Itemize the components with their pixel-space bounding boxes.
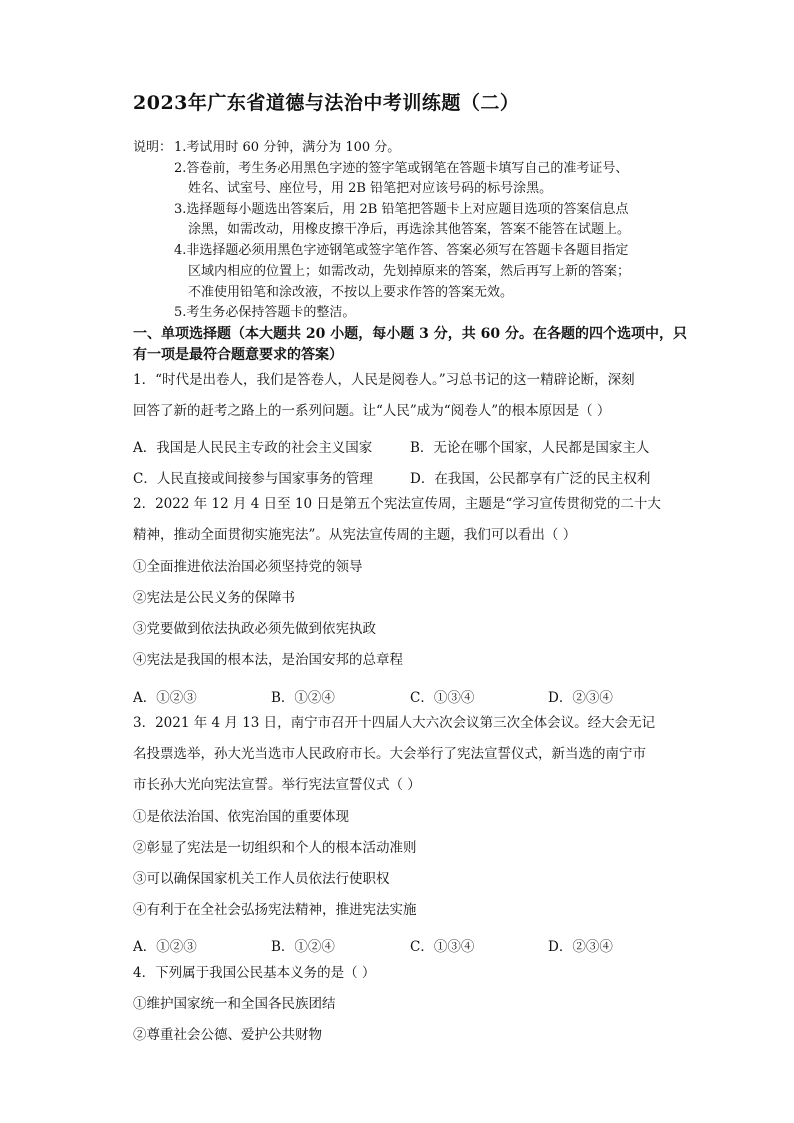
question-2-statement: ④宪法是我国的根本法，是治国安邦的总章程 <box>133 652 403 668</box>
question-2-stem: 精神，推动全面贯彻实施宪法”。从宪法宣传周的主题，我们可以看出（ ） <box>133 527 577 543</box>
question-2-statement: ①全面推进依法治国必须坚持党的领导 <box>133 559 363 575</box>
question-3-option-d: D．②③④ <box>548 939 613 955</box>
instruction-item: 3.选择题每小题选出答案后，用 2B 铅笔把答题卡上对应题目选项的答案信息点 <box>174 202 629 217</box>
question-2-stem: 2．2022 年 12 月 4 日至 10 日是第五个宪法宣传周，主题是“学习宣传贯彻党的二十大 <box>133 496 661 512</box>
instruction-item: 4.非选择题必须用黑色字迹钢笔或签字笔作答、答案必须写在答题卡各题目指定 <box>174 243 629 258</box>
instruction-item: 2.答卷前，考生务必用黑色字迹的签字笔或钢笔在答题卡填写自己的准考证号、 <box>174 161 629 176</box>
instruction-item: 涂黑，如需改动，用橡皮擦干净后，再选涂其他答案，答案不能答在试题上。 <box>188 222 631 237</box>
question-4-statement: ①维护国家统一和全国各民族团结 <box>133 996 336 1012</box>
question-3-statement: ①是依法治国、依宪治国的重要体现 <box>133 809 349 825</box>
question-3-statement: ②彰显了宪法是一切组织和个人的根本活动准则 <box>133 840 417 856</box>
question-2-option-c: C．①③④ <box>410 690 475 706</box>
instruction-item: 1.考试用时 60 分钟，满分为 100 分。 <box>174 140 401 155</box>
section-heading: 有一项是最符合题意要求的答案） <box>133 347 343 363</box>
question-2-option-b: B．①②④ <box>271 690 335 706</box>
page-title: 2023年广东省道德与法治中考训练题（二） <box>133 92 520 114</box>
question-3-stem: 市长孙大光向宪法宣誓。举行宪法宣誓仪式（ ） <box>133 777 421 793</box>
instruction-item: 区域内相应的位置上；如需改动，先划掉原来的答案，然后再写上新的答案； <box>188 264 631 279</box>
question-2-statement: ③党要做到依法执政必须先做到依宪执政 <box>133 621 376 637</box>
instructions-label: 说明： <box>133 140 173 155</box>
question-1-option-a: A．我国是人民民主专政的社会主义国家 <box>133 440 373 456</box>
instruction-item: 不准使用铅笔和涂改液，不按以上要求作答的答案无效。 <box>188 285 514 300</box>
section-heading: 一、单项选择题（本大题共 20 小题，每小题 3 分，共 60 分。在各题的四个选项中，只 <box>133 326 687 342</box>
question-3-option-c: C．①③④ <box>410 939 475 955</box>
question-1-stem: 1．“时代是出卷人，我们是答卷人，人民是阅卷人。”习总书记的这一精辟论断，深刻 <box>133 372 635 388</box>
question-1-option-c: C．人民直接或间接参与国家事务的管理 <box>133 471 373 487</box>
question-4-statement: ②尊重社会公德、爱护公共财物 <box>133 1027 322 1043</box>
question-2-option-d: D．②③④ <box>548 690 613 706</box>
question-3-stem: 名投票选举，孙大光当选市人民政府市长。大会举行了宪法宣誓仪式，新当选的南宁市 <box>133 746 646 762</box>
question-1-option-d: D．在我国，公民都享有广泛的民主权利 <box>410 471 651 487</box>
question-2-statement: ②宪法是公民义务的保障书 <box>133 590 295 606</box>
question-3-statement: ④有利于在全社会弘扬宪法精神，推进宪法实施 <box>133 902 417 918</box>
instruction-item: 5.考生务必保持答题卡的整洁。 <box>174 305 356 320</box>
question-4-stem: 4．下列属于我国公民基本义务的是（ ） <box>133 965 376 981</box>
question-3-option-a: A．①②③ <box>133 939 197 955</box>
question-3-option-b: B．①②④ <box>271 939 335 955</box>
question-2-option-a: A．①②③ <box>133 690 197 706</box>
question-3-statement: ③可以确保国家机关工作人员依法行使职权 <box>133 871 390 887</box>
instruction-item: 姓名、试室号、座位号，用 2B 铅笔把对应该号码的标号涂黑。 <box>188 181 553 196</box>
question-1-option-b: B．无论在哪个国家，人民都是国家主人 <box>410 440 650 456</box>
question-1-stem: 回答了新的赶考之路上的一系列问题。让“人民”成为“阅卷人”的根本原因是（ ） <box>133 403 611 419</box>
question-3-stem: 3．2021 年 4 月 13 日，南宁市召开十四届人大六次会议第三次全体会议。经大会无记 <box>133 715 656 731</box>
